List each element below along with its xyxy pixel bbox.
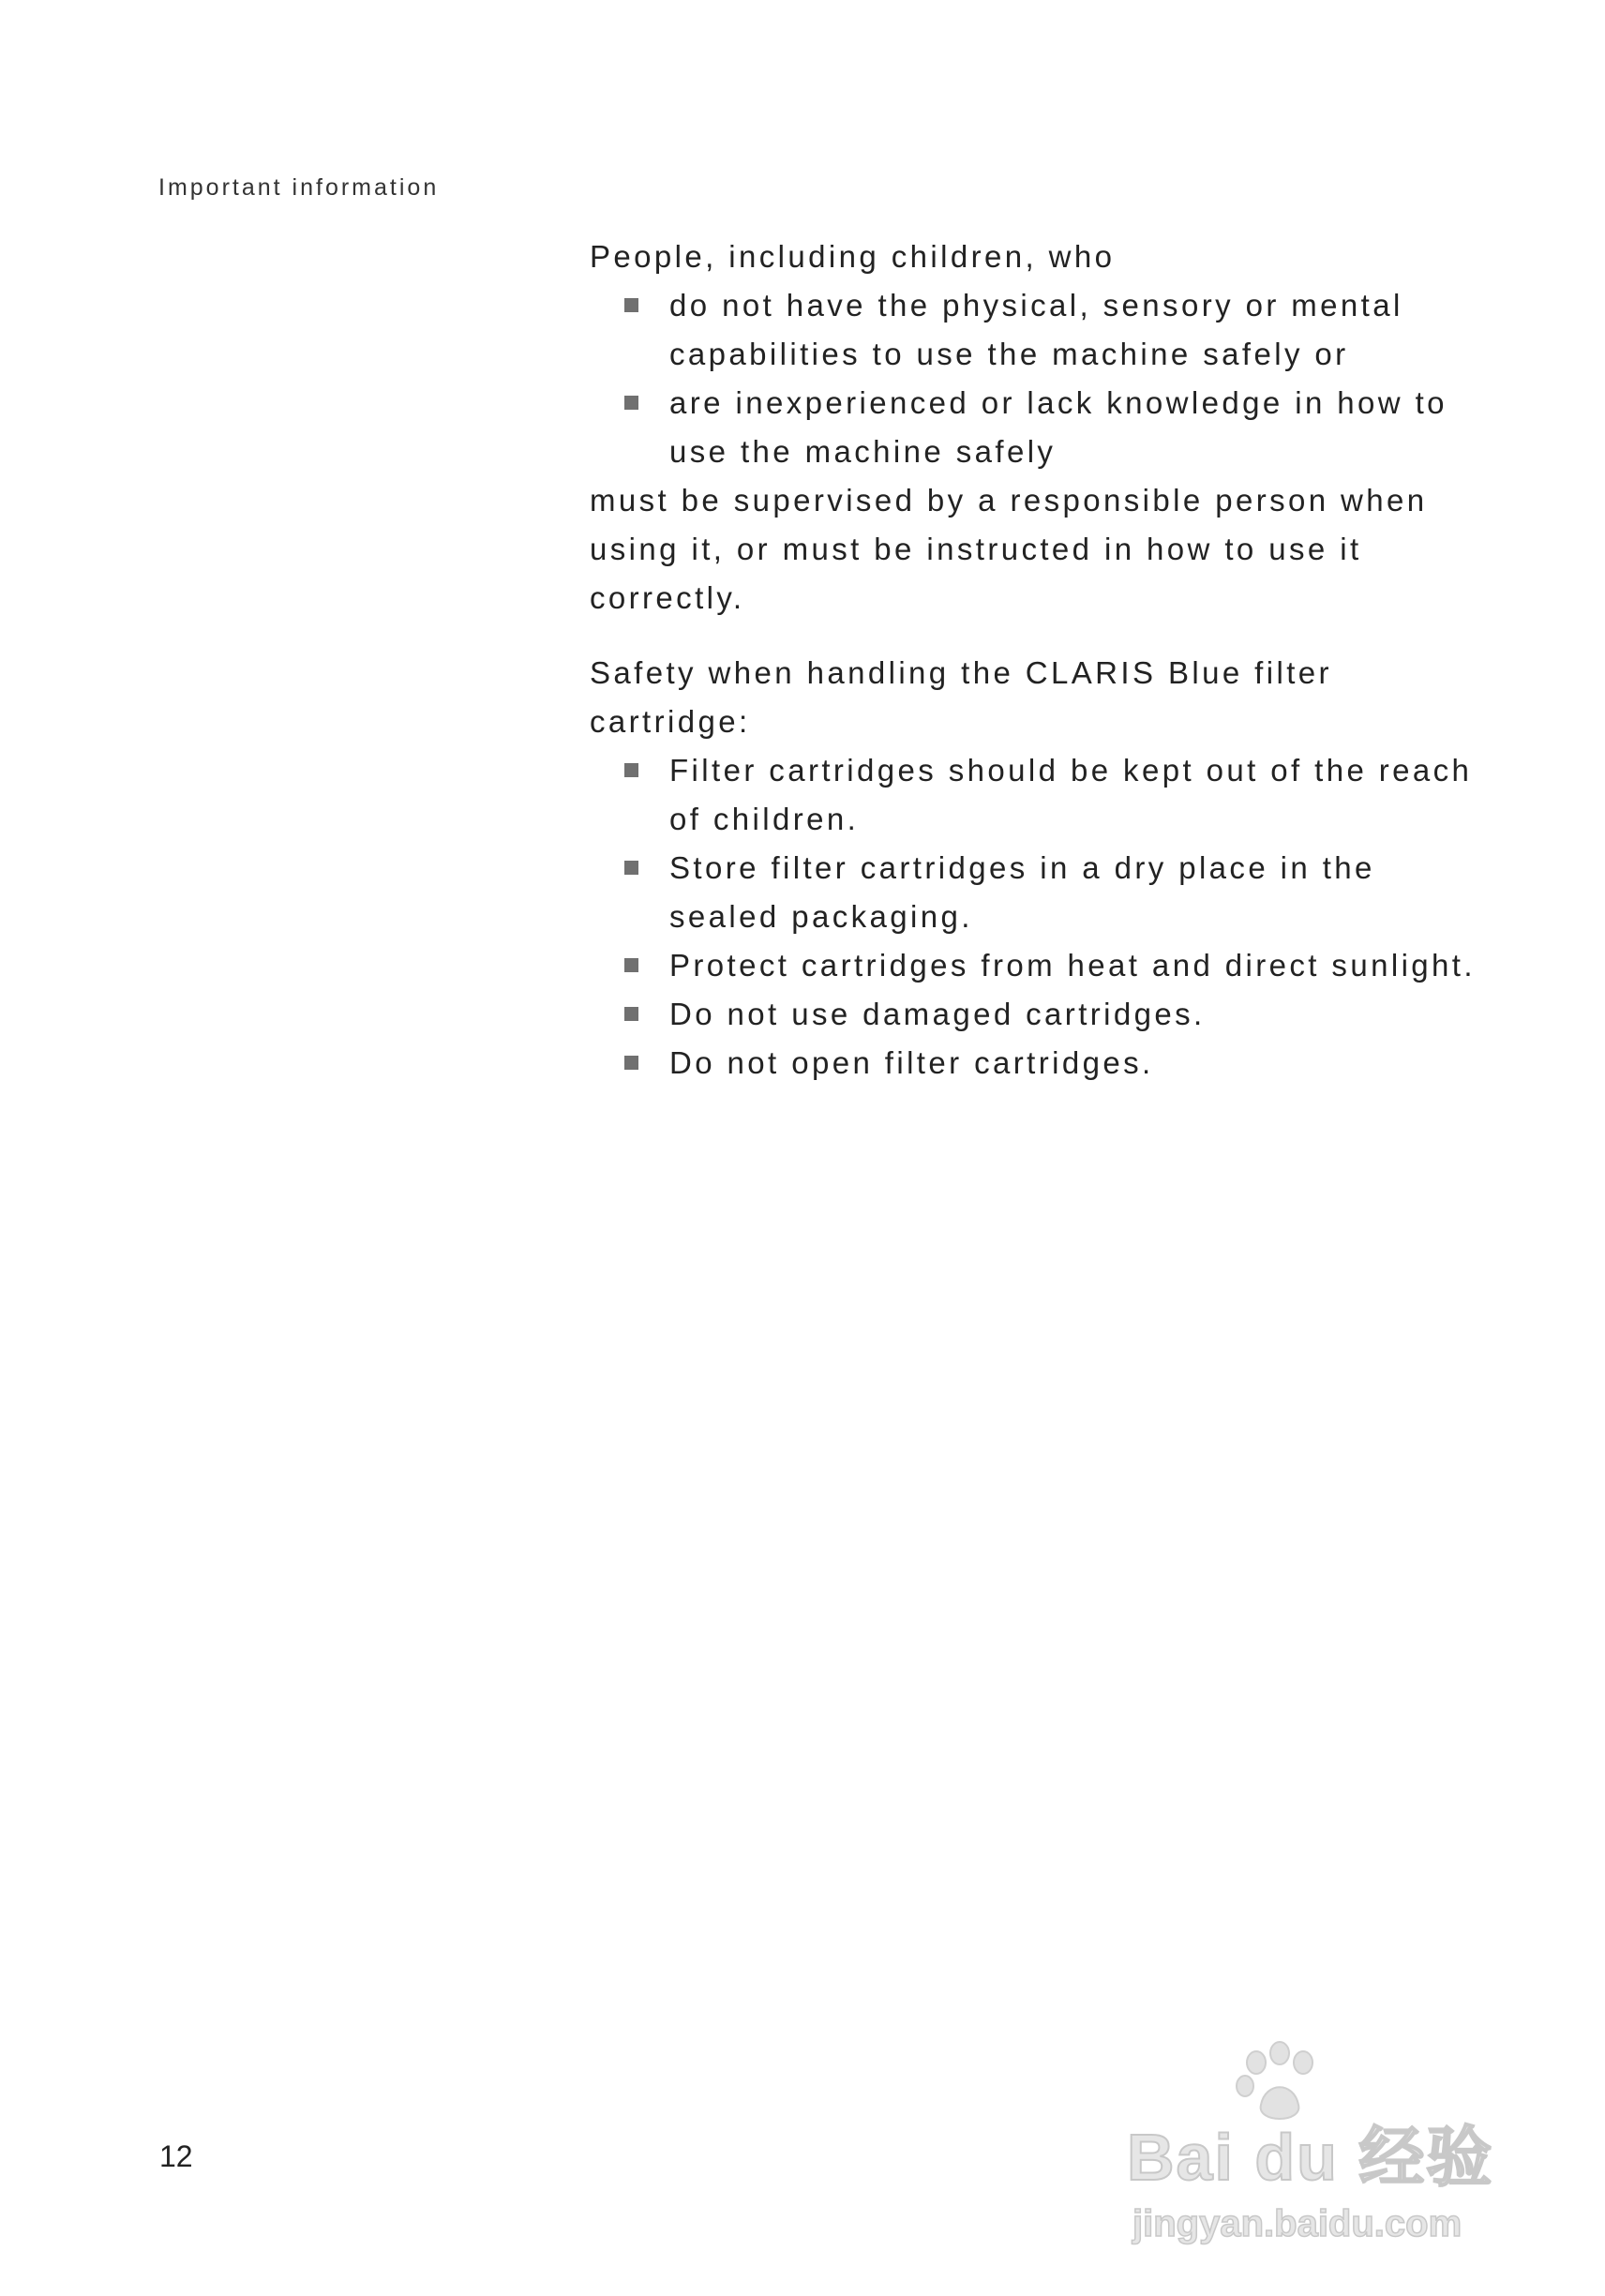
square-bullet-icon (624, 298, 638, 312)
list-item-text: are inexperienced or lack knowledge in how to use the machine safely (669, 385, 1448, 469)
square-bullet-icon (624, 1007, 638, 1021)
list-item-text: Filter cartridges should be kept out of the reach of children. (669, 753, 1473, 836)
section1-intro: People, including children, who (590, 239, 1116, 274)
page-number: 12 (159, 2139, 193, 2173)
main-content (590, 233, 1490, 1088)
square-bullet-icon (624, 861, 638, 875)
list-item-text: do not have the physical, sensory or mental capabilities to use the machine safely or (669, 288, 1403, 371)
list-item (590, 844, 1490, 941)
paw-print-icon (1237, 2042, 1312, 2119)
list-item-text: Do not open filter cartridges. (669, 1045, 1154, 1080)
list-item-text: Protect cartridges from heat and direct sunlight. (669, 948, 1476, 983)
list-item (590, 1039, 1490, 1088)
square-bullet-icon (624, 396, 638, 410)
list-item (590, 990, 1490, 1039)
list-item-text: Do not use damaged cartridges. (669, 997, 1206, 1031)
section1-outro: must be supervised by a responsible person when using it, or must be instructed in how to use it correctly. (590, 483, 1428, 615)
baidu-jingyan-watermark-logo (1125, 2039, 1519, 2255)
list-item (590, 746, 1490, 844)
list-item (590, 281, 1490, 379)
running-header: Important information (158, 174, 440, 201)
section2-bullet-list (590, 746, 1490, 1088)
list-item-text: Store filter cartridges in a dry place in the sealed packaging. (669, 850, 1375, 934)
list-item (590, 379, 1490, 476)
section1-bullet-list (590, 281, 1490, 476)
list-item (590, 941, 1490, 990)
section-spacer (590, 623, 1490, 649)
square-bullet-icon (624, 763, 638, 777)
square-bullet-icon (624, 1056, 638, 1070)
watermark-url-text: jingyan.baidu.com (1132, 2203, 1462, 2244)
square-bullet-icon (624, 958, 638, 972)
watermark-brand-text: Bai du 经验 (1127, 2121, 1494, 2194)
section2-intro: Safety when handling the CLARIS Blue filter cartridge: (590, 655, 1332, 739)
